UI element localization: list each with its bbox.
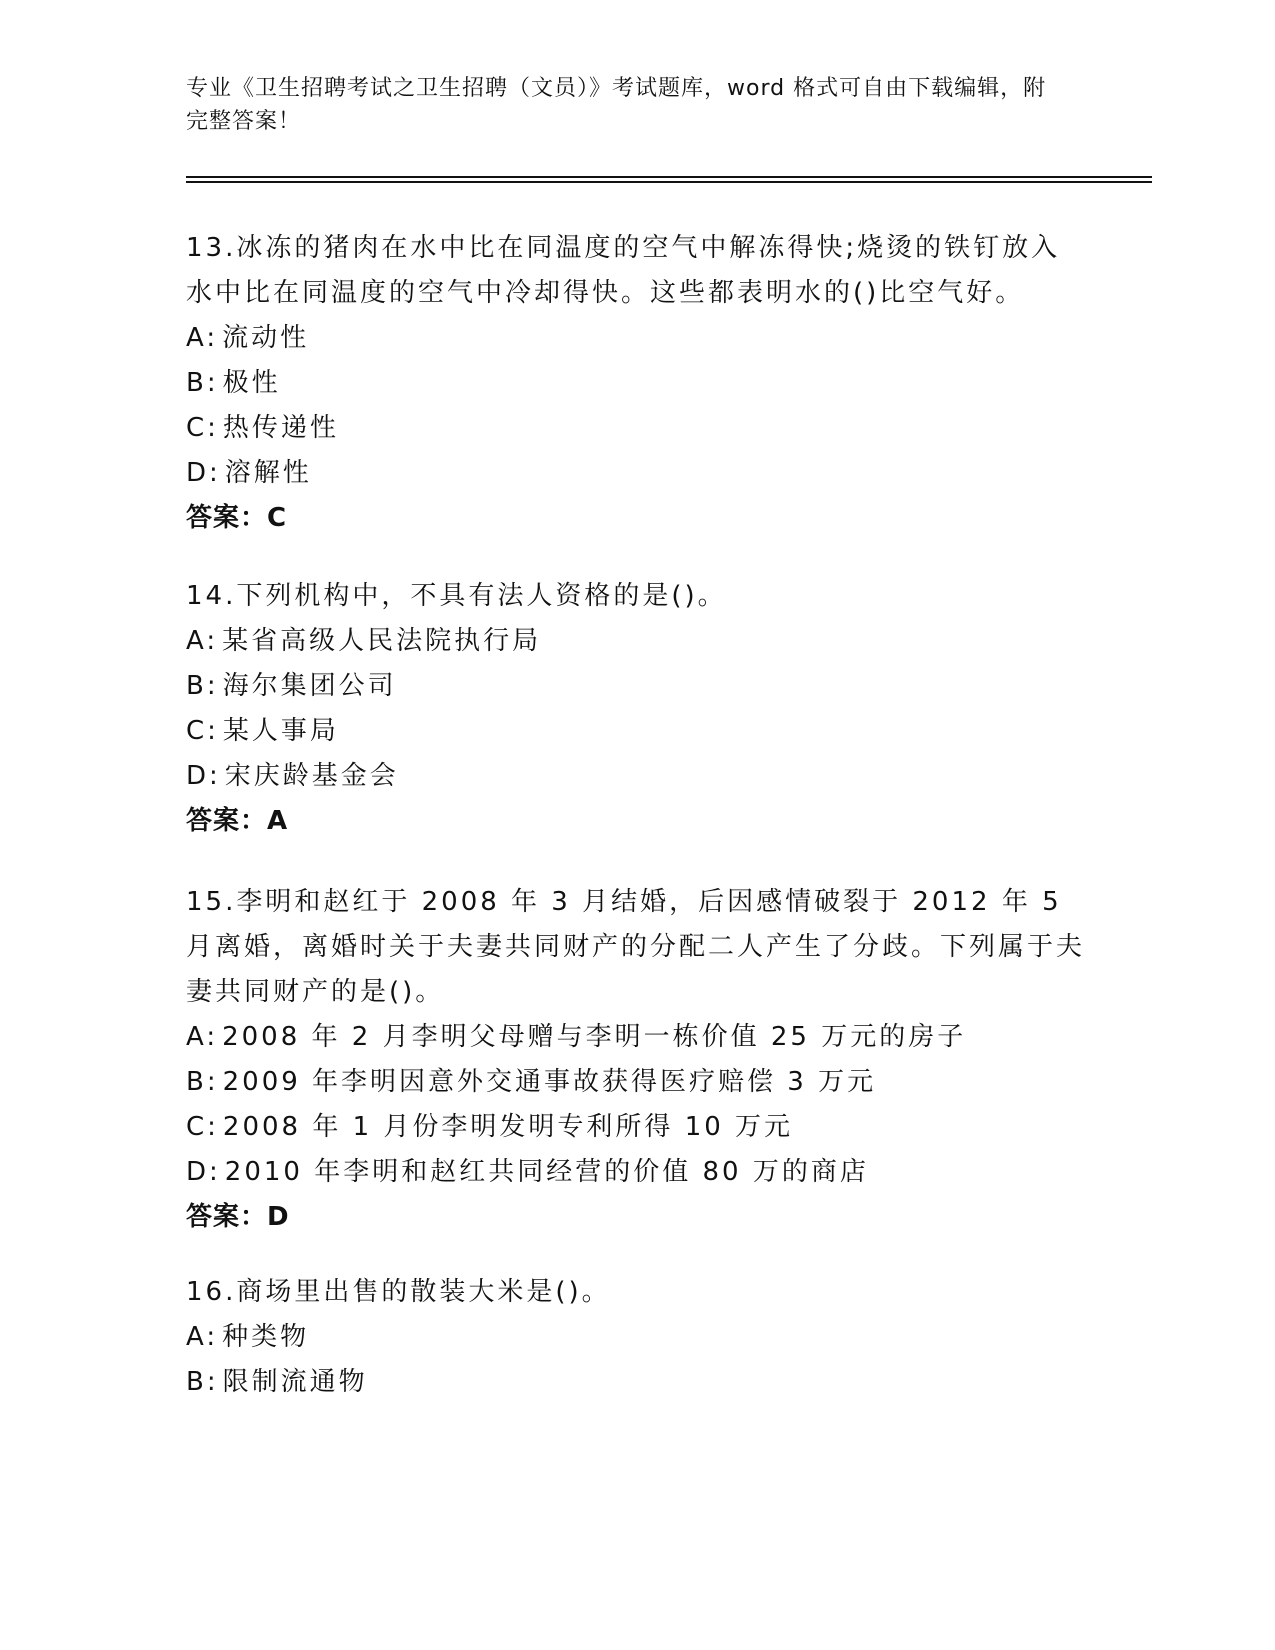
option-text: 宋庆龄基金会 xyxy=(224,761,399,791)
option-a xyxy=(186,1015,1086,1060)
answer-label: 答案：C xyxy=(186,503,288,533)
option-a xyxy=(186,316,1086,361)
question-stem: 16.商场里出售的散装大米是()。 xyxy=(186,1277,611,1307)
option-letter: A: xyxy=(186,1022,219,1052)
option-c xyxy=(186,406,1086,451)
option-c xyxy=(186,709,1086,754)
option-letter: D: xyxy=(186,761,221,791)
option-letter: D: xyxy=(186,1157,221,1187)
option-text: 2009 年李明因意外交通事故获得医疗赔偿 3 万元 xyxy=(222,1067,877,1097)
answer-label: 答案：D xyxy=(186,1202,290,1232)
option-text: 溶解性 xyxy=(224,458,312,488)
option-letter: A: xyxy=(186,1322,219,1352)
option-text: 海尔集团公司 xyxy=(222,671,397,701)
option-d xyxy=(186,451,1086,496)
option-c xyxy=(186,1105,1086,1150)
question-stem: 14.下列机构中，不具有法人资格的是()。 xyxy=(186,581,727,611)
header-rule-bottom xyxy=(186,181,1152,183)
option-text: 2010 年李明和赵红共同经营的价值 80 万的商店 xyxy=(224,1157,869,1187)
option-text: 极性 xyxy=(222,368,281,398)
option-d xyxy=(186,1150,1086,1195)
option-text: 2008 年 1 月份李明发明专利所得 10 万元 xyxy=(222,1112,794,1142)
question-stem: 15.李明和赵红于 2008 年 3 月结婚，后因感情破裂于 2012 年 5 月离婚，离婚时关于夫妻共同财产的分配二人产生了分歧。下列属于夫妻共同财产的是()。 xyxy=(186,887,1086,1007)
option-text: 种类物 xyxy=(222,1322,310,1352)
option-letter: B: xyxy=(186,1067,219,1097)
option-letter: B: xyxy=(186,1367,219,1397)
question-16 xyxy=(186,1270,1086,1405)
option-text: 2008 年 2 月李明父母赠与李明一栋价值 25 万元的房子 xyxy=(222,1022,967,1052)
option-letter: D: xyxy=(186,458,221,488)
option-letter: C: xyxy=(186,1112,219,1142)
option-b xyxy=(186,664,1086,709)
option-letter: A: xyxy=(186,323,219,353)
question-stem: 13.冰冻的猪肉在水中比在同温度的空气中解冻得快;烧烫的铁钉放入水中比在同温度的空气中冷却得快。这些都表明水的()比空气好。 xyxy=(186,233,1061,308)
question-14 xyxy=(186,574,1086,844)
option-letter: B: xyxy=(186,368,219,398)
answer-label: 答案：A xyxy=(186,806,289,836)
option-text: 限制流通物 xyxy=(222,1367,368,1397)
option-a xyxy=(186,619,1086,664)
document-header: 专业《卫生招聘考试之卫生招聘（文员）》考试题库，word 格式可自由下载编辑，附完整答案！ xyxy=(186,76,1047,134)
option-text: 流动性 xyxy=(222,323,310,353)
option-d xyxy=(186,754,1086,799)
option-letter: C: xyxy=(186,716,219,746)
option-letter: A: xyxy=(186,626,219,656)
option-text: 热传递性 xyxy=(222,413,339,443)
option-b xyxy=(186,1060,1086,1105)
option-text: 某人事局 xyxy=(222,716,339,746)
question-15 xyxy=(186,880,1086,1240)
option-a xyxy=(186,1315,1086,1360)
option-b xyxy=(186,1360,1086,1405)
option-letter: B: xyxy=(186,671,219,701)
header-rule-top xyxy=(186,176,1152,178)
option-letter: C: xyxy=(186,413,219,443)
option-text: 某省高级人民法院执行局 xyxy=(222,626,542,656)
option-b xyxy=(186,361,1086,406)
question-13 xyxy=(186,226,1086,541)
